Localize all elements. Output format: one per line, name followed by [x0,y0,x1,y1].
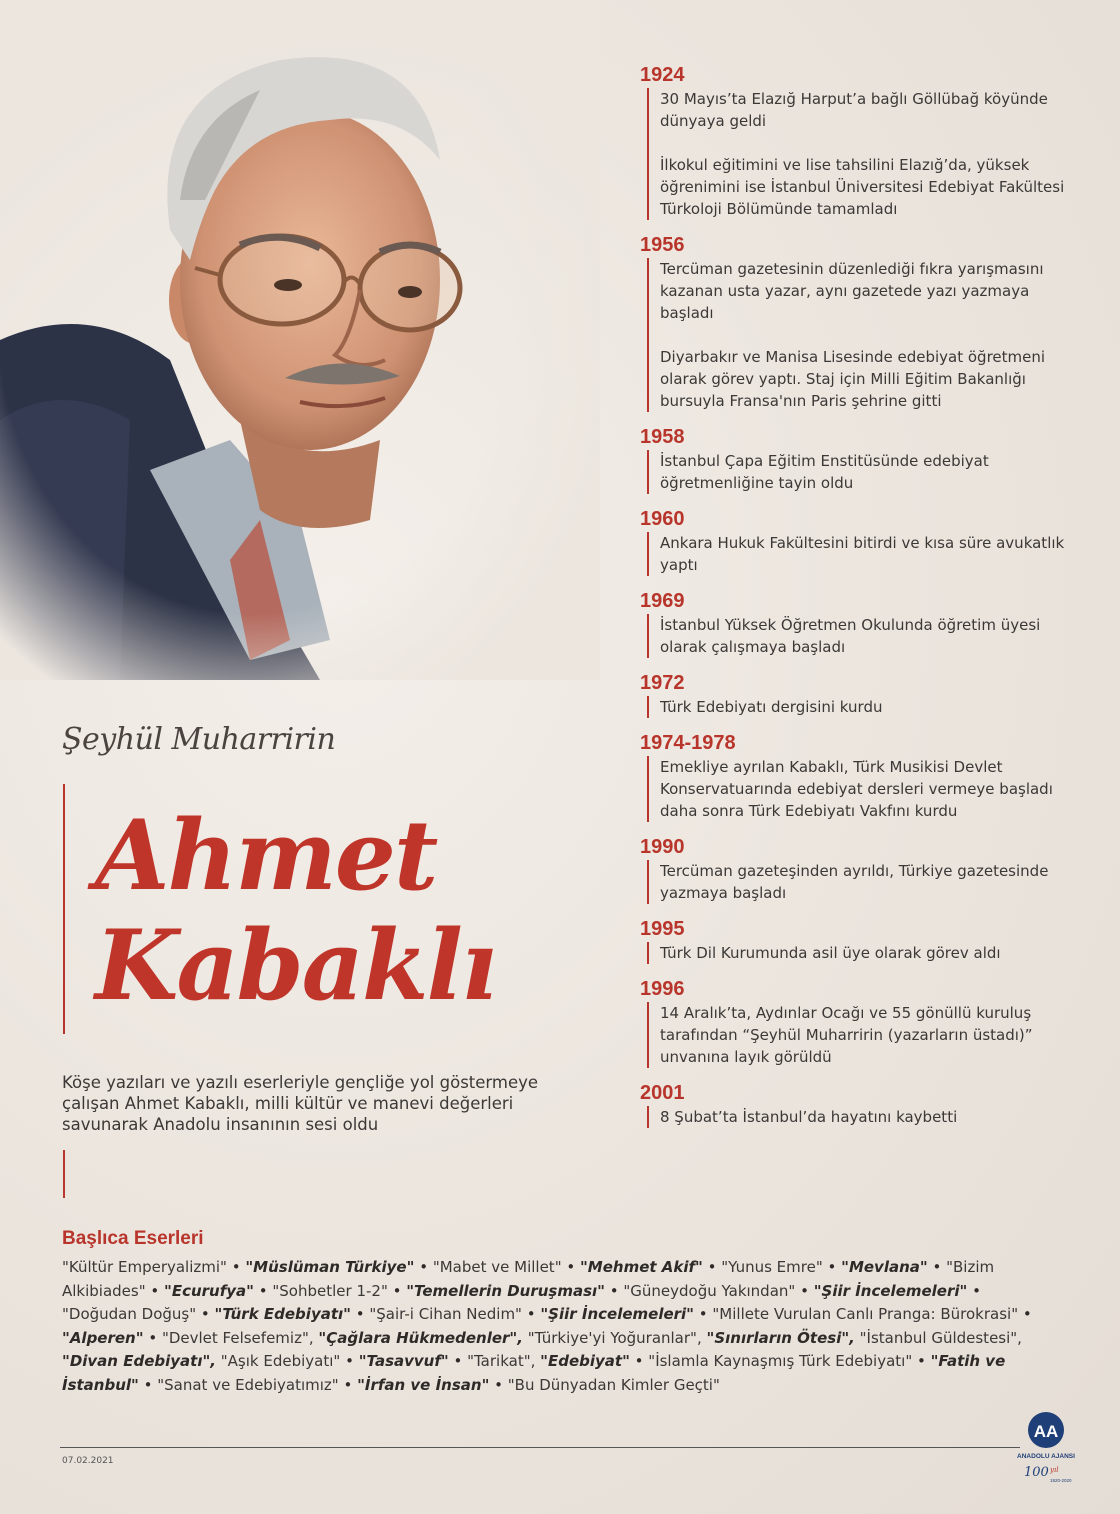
works-list [62,1256,1042,1397]
timeline-year: 1958 [640,426,685,448]
work-title: "Fatih ve İstanbul" [62,1352,1006,1394]
accent-line-top [63,784,65,1034]
timeline-year: 1995 [640,918,685,940]
work-title: "Millete Vurulan Canlı Pranga: Bürokrasi" [712,1305,1019,1323]
timeline-body [640,942,1080,964]
work-title: "Çağlara Hükmedenler", [318,1328,523,1347]
work-title: "İslamla Kaynaşmış Türk Edebiyatı" [648,1352,913,1370]
work-separator: • [387,1281,407,1300]
work-separator: • [226,1258,246,1276]
work-title: "Tasavvuf" [358,1352,449,1370]
work-separator: • [253,1281,273,1300]
anadolu-ajansi-logo [1014,1408,1078,1498]
work-title: "Divan Edebiyatı", [62,1352,216,1370]
timeline-text: Ankara Hukuk Fakültesini bitirdi ve kısa süre avukatlık yaptı [660,534,1065,574]
work-separator: • [1018,1305,1032,1323]
timeline-body [640,860,1080,904]
work-separator: • [822,1258,842,1276]
timeline-text: İlkokul eğitimini ve lise tahsilini Elazığ’da, yüksek öğrenimini ise İstanbul Üniversitesi Edebiyat Fakültesi Türkoloji Bölümünde tamamladı [660,156,1065,218]
work-title: "Şiir İncelemeleri" [813,1281,968,1300]
work-title: "Doğudan Doğuş" [62,1305,197,1323]
timeline-year: 1974-1978 [640,732,736,754]
work-separator: • [143,1328,162,1347]
work-title: "Tarikat", [467,1352,536,1370]
work-separator: • [629,1352,649,1370]
timeline-body [640,1002,1080,1068]
timeline-year: 1960 [640,508,685,530]
timeline-year: 1924 [640,64,685,86]
logo-mark: AA [1033,1422,1059,1441]
timeline-entry [640,976,1080,1068]
work-separator: • [196,1305,215,1323]
timeline-text: Türk Edebiyatı dergisini kurdu [660,698,883,716]
work-title: "Alperen" [62,1328,144,1347]
work-title: "Kültür Emperyalizmi" [62,1258,227,1276]
timeline-text: 8 Şubat’ta İstanbul’da hayatını kaybetti [660,1108,958,1126]
timeline-text: Emekliye ayrılan Kabaklı, Türk Musikisi Devlet Konservatuarında edebiyat dersleri vermeye başladı daha sonra Türk Edebiyatı Vakfını kurdu [660,758,1053,820]
timeline-entry [640,506,1080,576]
timeline-text: 30 Mayıs’ta Elazığ Harput’a bağlı Göllübağ köyünde dünyaya geldi [660,90,1048,130]
work-separator: • [967,1281,981,1300]
timeline-year: 1996 [640,978,685,1000]
work-title: "Temellerin Duruşması" [406,1281,605,1300]
work-separator: • [340,1352,359,1370]
work-separator: • [702,1258,722,1276]
timeline-body [640,450,1080,494]
work-separator: • [145,1281,165,1300]
timeline-entry [640,424,1080,494]
anniversary-years: 1920-2020 [1050,1478,1072,1483]
work-title: "Müslüman Türkiye" [245,1258,415,1276]
work-title: "Sanat ve Edebiyatımız" [157,1375,339,1394]
work-separator: • [489,1375,508,1394]
timeline-year: 1990 [640,836,685,858]
works-title: Başlıca Eserleri [62,1228,204,1249]
work-separator: • [912,1352,931,1370]
work-separator: • [448,1352,468,1370]
footer-divider [60,1447,1020,1448]
work-separator: • [521,1305,541,1323]
timeline-text: 14 Aralık’ta, Aydınlar Ocağı ve 55 gönüllü kuruluş tarafından “Şeyhül Muharririn (yazarların üstadı)” unvanına layık görüldü [660,1004,1033,1066]
timeline-year: 1969 [640,590,685,612]
work-title: "Mabet ve Millet" [432,1258,562,1276]
work-title: "Sohbetler 1-2" [272,1281,388,1300]
work-title: "Aşık Edebiyatı" [220,1352,341,1370]
timeline-entry [640,916,1080,964]
anniversary-suffix: yıl [1050,1466,1059,1474]
timeline-year: 1956 [640,234,685,256]
timeline-body [640,1106,1080,1128]
timeline-entry [640,730,1080,822]
timeline-year: 1972 [640,672,685,694]
work-separator: • [138,1375,158,1394]
timeline-body [640,258,1080,412]
timeline-entry [640,232,1080,412]
timeline-text: Tercüman gazeteşinden ayrıldı, Türkiye gazetesinde yazmaya başladı [660,862,1049,902]
timeline [640,62,1080,1140]
last-name: Kabaklı [95,909,496,1022]
work-title: "Türkiye'yi Yoğuranlar", [527,1328,702,1347]
timeline-body [640,614,1080,658]
work-separator: • [795,1281,814,1300]
work-title: "Mehmet Akif" [579,1258,703,1276]
timeline-entry [640,588,1080,658]
timeline-year: 2001 [640,1082,685,1104]
timeline-entry [640,1080,1080,1128]
subtitle: Şeyhül Muharririn [62,722,336,757]
accent-line-bottom [63,1150,65,1198]
work-title: "İrfan ve İnsan" [357,1375,490,1394]
work-title: "Yunus Emre" [721,1258,823,1276]
work-title: "Mevlana" [841,1258,928,1276]
first-name: Ahmet [95,799,437,912]
timeline-body [640,532,1080,576]
work-title: "Türk Edebiyatı" [214,1305,351,1323]
timeline-text: Türk Dil Kurumunda asil üye olarak görev aldı [660,944,1001,962]
timeline-text: İstanbul Çapa Eğitim Enstitüsünde edebiyat öğretmenliğine tayin oldu [660,452,989,492]
timeline-text: Tercüman gazetesinin düzenlediği fıkra yarışmasını kazanan usta yazar, aynı gazetede yazı yazmaya başladı [660,260,1044,322]
work-title: "Ecurufya" [164,1281,254,1300]
work-title: "Sınırların Ötesi", [706,1328,855,1347]
portrait-photo [0,0,600,680]
work-title: "Edebiyat" [540,1352,630,1370]
work-separator: • [350,1305,370,1323]
work-separator: • [414,1258,433,1276]
timeline-body [640,696,1080,718]
work-title: "Bu Dünyadan Kimler Geçti" [507,1375,720,1394]
work-title: "İstanbul Güldestesi", [859,1328,1022,1347]
timeline-body [640,756,1080,822]
work-title: "Şiir İncelemeleri" [540,1305,694,1323]
timeline-text: İstanbul Yüksek Öğretmen Okulunda öğretim üyesi olarak çalışmaya başladı [660,616,1041,656]
work-title: "Şair-i Cihan Nedim" [369,1305,522,1323]
work-separator: • [927,1258,947,1276]
work-title: "Bizim Alkibiades" [62,1258,995,1300]
timeline-entry [640,834,1080,904]
work-separator: • [605,1281,624,1300]
logo-text: ANADOLU AJANSI [1017,1453,1075,1460]
work-title: "Devlet Felsefemiz", [161,1328,314,1347]
work-title: "Güneydoğu Yakından" [623,1281,796,1300]
work-separator: • [338,1375,358,1394]
timeline-entry [640,670,1080,718]
intro-text: Köşe yazıları ve yazılı eserleriyle gençliğe yol göstermeye çalışan Ahmet Kabaklı, milli kültür ve manevi değerleri savunarak Anadolu insanının sesi oldu [62,1073,539,1134]
work-separator: • [694,1305,713,1323]
work-separator: • [561,1258,580,1276]
timeline-body [640,88,1080,220]
timeline-text: Diyarbakır ve Manisa Lisesinde edebiyat öğretmeni olarak görev yaptı. Staj için Milli Eğitim Bakanlığı bursuyla Fransa'nın Paris şehrine gitti [660,348,1046,410]
anniversary-number: 100 [1024,1465,1049,1480]
timeline-entry [640,62,1080,220]
footer-date: 07.02.2021 [62,1456,114,1466]
